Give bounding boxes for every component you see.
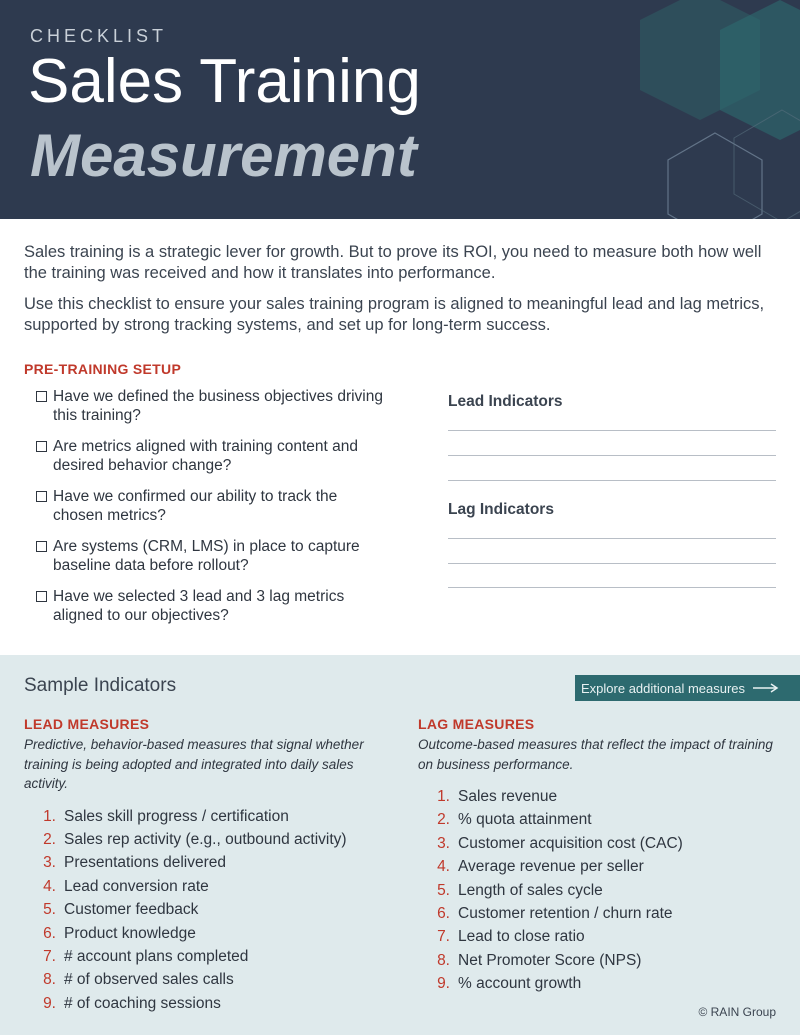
- measure-text: Presentations delivered: [64, 854, 226, 872]
- lag-indicator-line-2[interactable]: [448, 563, 776, 564]
- measure-item: [418, 902, 778, 925]
- measure-number: 7.: [437, 928, 450, 946]
- measure-number: 5.: [43, 901, 56, 919]
- checklist-item-text: Have we selected 3 lead and 3 lag metrics aligned to our objectives?: [53, 588, 345, 624]
- measure-text: # of coaching sessions: [64, 994, 221, 1012]
- checklist-item[interactable]: [36, 387, 386, 425]
- arrow-right-icon: [753, 683, 779, 693]
- measure-number: 3.: [437, 834, 450, 852]
- measure-text: Customer retention / churn rate: [458, 905, 673, 923]
- measure-item: [24, 992, 384, 1015]
- checkbox-icon[interactable]: [36, 491, 47, 502]
- measure-item: [418, 879, 778, 902]
- pre-training-label: PRE-TRAINING SETUP: [24, 361, 182, 377]
- page-title-line2: Measurement: [30, 122, 417, 189]
- measure-item: [24, 875, 384, 898]
- measure-item: [418, 925, 778, 948]
- measure-number: 8.: [43, 971, 56, 989]
- measure-item: [418, 855, 778, 878]
- measure-number: 2.: [43, 830, 56, 848]
- measure-item: [24, 851, 384, 874]
- checkbox-icon[interactable]: [36, 391, 47, 402]
- lag-measures-label: LAG MEASURES: [418, 716, 535, 732]
- sample-indicators-panel: [0, 655, 800, 1035]
- measure-number: 7.: [43, 947, 56, 965]
- measure-text: Customer acquisition cost (CAC): [458, 834, 683, 852]
- measure-number: 1.: [43, 807, 56, 825]
- lead-indicator-line-3[interactable]: [448, 480, 776, 481]
- measure-number: 8.: [437, 951, 450, 969]
- measure-text: Customer feedback: [64, 901, 199, 919]
- measure-item: [418, 972, 778, 995]
- sample-indicators-title: Sample Indicators: [24, 675, 177, 696]
- lead-indicator-line-2[interactable]: [448, 455, 776, 456]
- checklist-item[interactable]: [36, 587, 386, 625]
- measure-text: Lead to close ratio: [458, 928, 585, 946]
- pre-training-checklist: [36, 387, 386, 637]
- measure-text: Sales skill progress / certification: [64, 807, 289, 825]
- measure-text: Average revenue per seller: [458, 858, 644, 876]
- lead-measures-label: LEAD MEASURES: [24, 716, 150, 732]
- measure-text: Lead conversion rate: [64, 877, 209, 895]
- measure-item: [418, 808, 778, 831]
- measure-number: 4.: [437, 858, 450, 876]
- explore-measures-label: Explore additional measures: [581, 680, 746, 696]
- measure-number: 9.: [437, 975, 450, 993]
- page-title-line1: Sales Training: [28, 47, 421, 116]
- explore-measures-button[interactable]: [575, 675, 800, 701]
- measure-number: 2.: [437, 811, 450, 829]
- measure-text: Net Promoter Score (NPS): [458, 951, 642, 969]
- measure-text: # of observed sales calls: [64, 971, 234, 989]
- lag-indicator-line-1[interactable]: [448, 538, 776, 539]
- intro-paragraph-1: Sales training is a strategic lever for growth. But to prove its ROI, you need to measure both how well the training was received and how it translates into performance.: [24, 243, 762, 282]
- measure-item: [24, 898, 384, 921]
- measure-item: [24, 945, 384, 968]
- header-banner: [0, 0, 800, 219]
- lag-measures-list: [418, 785, 778, 996]
- checklist-item[interactable]: [36, 487, 386, 525]
- lead-measures-list: [24, 805, 384, 1016]
- copyright-notice: © RAIN Group: [698, 1005, 776, 1019]
- measure-text: # account plans completed: [64, 947, 249, 965]
- measure-item: [418, 949, 778, 972]
- measure-number: 9.: [43, 994, 56, 1012]
- measure-number: 3.: [43, 854, 56, 872]
- lead-indicator-line-1[interactable]: [448, 430, 776, 431]
- intro-paragraph-2: Use this checklist to ensure your sales training program is aligned to meaningful lead and lag metrics, supported by strong tracking systems, and set up for long-term success.: [24, 295, 765, 334]
- measure-item: [418, 832, 778, 855]
- checklist-item[interactable]: [36, 537, 386, 575]
- checkbox-icon[interactable]: [36, 541, 47, 552]
- measure-number: 6.: [43, 924, 56, 942]
- measure-text: Sales rep activity (e.g., outbound activity): [64, 830, 347, 848]
- measure-text: Sales revenue: [458, 788, 558, 805]
- measure-number: 4.: [43, 877, 56, 895]
- measure-item: [24, 828, 384, 851]
- measure-text: Length of sales cycle: [458, 881, 603, 899]
- lead-measures-column: [24, 716, 384, 1015]
- measure-number: 1.: [437, 788, 450, 805]
- checklist-item-text: Are systems (CRM, LMS) in place to capture baseline data before rollout?: [53, 538, 360, 574]
- measure-item: [24, 968, 384, 991]
- lag-measures-column: [418, 716, 778, 996]
- lag-measures-description: Outcome-based measures that reflect the impact of training on business performance.: [418, 737, 773, 772]
- measure-text: % quota attainment: [458, 811, 592, 829]
- measure-number: 6.: [437, 905, 450, 923]
- intro-text: [24, 242, 774, 346]
- lag-indicators-heading: Lag Indicators: [448, 501, 554, 518]
- lead-indicators-heading: Lead Indicators: [448, 393, 563, 410]
- measure-number: 5.: [437, 881, 450, 899]
- measure-item: [418, 785, 778, 808]
- checklist-item[interactable]: [36, 437, 386, 475]
- header-kicker: CHECKLIST: [30, 26, 168, 46]
- checkbox-icon[interactable]: [36, 441, 47, 452]
- lead-measures-description: Predictive, behavior-based measures that signal whether training is being adopted and integrated into daily sales activity.: [24, 737, 364, 791]
- checklist-item-text: Are metrics aligned with training content and desired behavior change?: [53, 438, 358, 474]
- measure-item: [24, 805, 384, 828]
- lag-indicator-line-3[interactable]: [448, 587, 776, 588]
- checklist-item-text: Have we confirmed our ability to track the chosen metrics?: [53, 488, 338, 524]
- checklist-item-text: Have we defined the business objectives driving this training?: [53, 388, 383, 424]
- measure-text: % account growth: [458, 975, 582, 993]
- checkbox-icon[interactable]: [36, 591, 47, 602]
- measure-item: [24, 922, 384, 945]
- measure-text: Product knowledge: [64, 924, 196, 942]
